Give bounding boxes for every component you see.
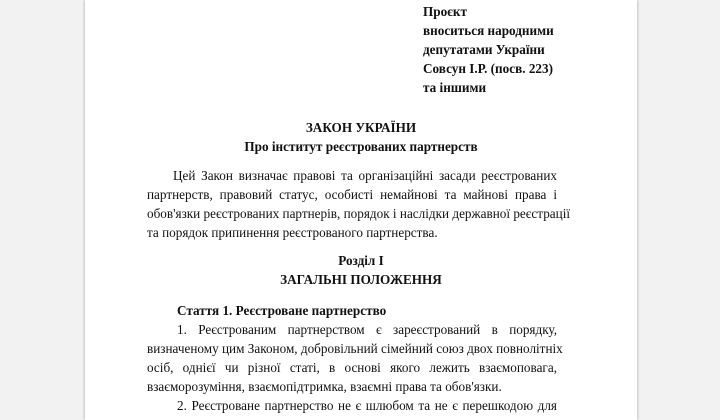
preamble-line: та порядок припинення реєстрованого партнерства. <box>147 225 438 240</box>
section-name: ЗАГАЛЬНІ ПОЛОЖЕННЯ <box>280 272 442 287</box>
preamble-line: Цей Закон визначає правові та організаційні засади реєстрованих <box>173 168 557 183</box>
header-line-others: та іншими <box>423 80 487 95</box>
article-paragraph-line: визначеному цим Законом, добровільний сімейний союз двох повнолітніх <box>147 341 563 356</box>
header-line-project: Проєкт <box>423 4 467 19</box>
header-line-submitted: вноситься народними <box>423 23 554 38</box>
document-page <box>85 0 637 420</box>
article-heading: Стаття 1. Реєстроване партнерство <box>177 303 387 318</box>
law-subtitle: Про інститут реєстрованих партнерств <box>244 139 478 154</box>
article-paragraph-line: 1. Реєстрованим партнерством є зареєстрований в порядку, <box>177 322 557 337</box>
article-paragraph-line: взаєморозуміння, взаємопідтримка, взаємні права та обов'язки. <box>147 379 502 394</box>
law-title: ЗАКОН УКРАЇНИ <box>305 120 417 135</box>
preamble-line: партнерств, правовий статус, особисті немайнові та майнові права і <box>147 187 557 202</box>
header-line-author: Совсун І.Р. (посв. 223) <box>423 61 553 76</box>
preamble-line: обов'язки реєстрованих партнерів, порядок і наслідки державної реєстрації <box>147 206 571 221</box>
header-line-deputies: депутатами України <box>423 42 545 57</box>
article-paragraph-line: осіб, однієї чи різної статі, в основі якого лежить взаємоповага, <box>147 360 557 375</box>
section-number: Розділ І <box>338 253 384 268</box>
article-paragraph-line: 2. Реєстроване партнерство не є шлюбом та не є перешкодою для <box>177 398 557 413</box>
